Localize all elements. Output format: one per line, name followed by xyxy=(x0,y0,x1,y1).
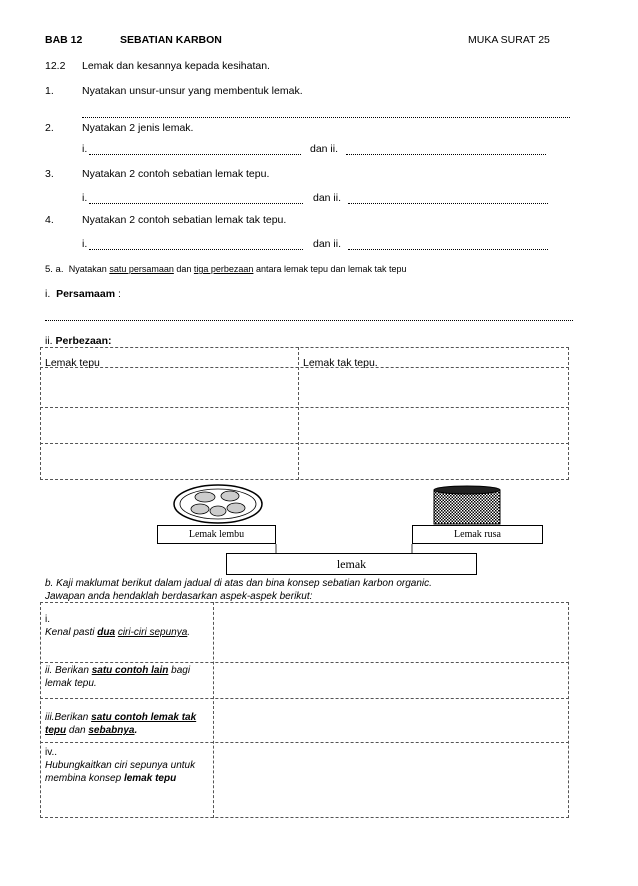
col-header-lemak-tepu: Lemak tepu xyxy=(45,357,100,369)
q1-text: Nyatakan unsur-unsur yang membentuk lemak. xyxy=(82,85,303,97)
part-b-line2: Jawapan anda hendaklah berdasarkan aspek-aspek berikut: xyxy=(45,591,313,602)
persamaan-label: Persamaam xyxy=(56,288,116,300)
concept-row-i-keyword: dua xyxy=(97,627,116,638)
q3-text: Nyatakan 2 contoh sebatian lemak tepu. xyxy=(82,168,270,180)
perbezaan-label: Perbezaan: xyxy=(55,335,112,347)
q3-number: 3. xyxy=(45,168,54,180)
q2-answer-i-label: i. xyxy=(82,143,88,155)
q2-text: Nyatakan 2 jenis lemak. xyxy=(82,122,194,134)
lemak-rusa-label: Lemak rusa xyxy=(454,529,501,540)
lemak-tepu-cell-2[interactable] xyxy=(41,408,297,442)
concept-table-row-line-1 xyxy=(40,662,569,663)
concept-row-iii-answer[interactable] xyxy=(215,700,567,741)
concept-row-iii-roman: iii. xyxy=(45,712,55,723)
perbezaan-heading xyxy=(45,335,112,347)
q4-text: Nyatakan 2 contoh sebatian lemak tak tepu. xyxy=(82,214,287,226)
persamaan-colon: : xyxy=(115,288,121,300)
section-title: Lemak dan kesannya kepada kesihatan. xyxy=(82,60,270,72)
perbezaan-prefix: ii. xyxy=(45,335,53,347)
concept-row-i-roman: i. xyxy=(45,614,50,625)
q1-number: 1. xyxy=(45,85,54,97)
concept-row-ii-keyword: satu contoh lain xyxy=(91,665,169,676)
concept-row-iii-text1: Berikan xyxy=(54,712,92,723)
concept-row-ii-label xyxy=(45,664,210,690)
q5a-persamaan-keyword: satu persamaan xyxy=(109,264,174,274)
q3-answer-ii-line[interactable] xyxy=(348,203,548,204)
col-header-lemak-tak-tepu: Lemak tak tepu. xyxy=(303,357,378,369)
q2-number: 2. xyxy=(45,122,54,134)
lemak-tak-tepu-cell-1[interactable] xyxy=(299,368,568,406)
concept-row-i-underlined: ciri-ciri sepunya xyxy=(117,627,188,638)
lemak-lembu-label: Lemak lembu xyxy=(188,529,245,540)
concept-table-row-line-3 xyxy=(40,742,569,743)
q4-answer-i-label: i. xyxy=(82,238,88,250)
persamaan-prefix: i. xyxy=(45,288,51,300)
concept-row-iii-label xyxy=(45,711,213,737)
concept-row-iii-text2: dan xyxy=(66,725,89,736)
concept-row-i-text3: . xyxy=(187,627,191,638)
concept-row-ii-roman: ii. xyxy=(45,665,53,676)
q4-number: 4. xyxy=(45,214,54,226)
concept-row-ii-text2: bagi lemak tepu. xyxy=(45,665,191,689)
lemak-concept-label: lemak xyxy=(336,556,367,571)
q4-answer-i-line[interactable] xyxy=(89,249,303,250)
lemak-tepu-cell-3[interactable] xyxy=(41,444,297,479)
q5a-perbezaan-keyword: tiga perbezaan xyxy=(193,264,254,274)
page-number: MUKA SURAT 25 xyxy=(468,34,550,46)
concept-row-iv-text1: Hubungkaitkan ciri sepunya untuk membina konsep xyxy=(45,760,196,784)
persamaan-heading xyxy=(45,288,121,300)
q4-answer-ii-label: dan ii. xyxy=(313,238,342,250)
lemak-rusa-image xyxy=(434,486,500,524)
concept-table-divider xyxy=(213,602,214,818)
concept-table-row-line-2 xyxy=(40,698,569,699)
lemak-lembu-label-box xyxy=(157,525,276,544)
q2-answer-ii-label: dan ii. xyxy=(310,143,339,155)
concept-row-i-text1: Kenal pasti xyxy=(45,627,98,638)
q2-answer-ii-line[interactable] xyxy=(346,154,546,155)
concept-row-i-answer[interactable] xyxy=(215,604,567,661)
lemak-tak-tepu-cell-3[interactable] xyxy=(299,444,568,479)
q4-answer-ii-line[interactable] xyxy=(348,249,548,250)
lemak-rusa-label-box xyxy=(412,525,543,544)
q3-answer-ii-label: dan ii. xyxy=(313,192,342,204)
concept-row-ii-answer[interactable] xyxy=(215,664,567,697)
chapter-title: SEBATIAN KARBON xyxy=(120,34,222,46)
q5a-text-c: antara lemak tepu dan lemak tak tepu xyxy=(253,264,407,274)
concept-row-iii-keyword2: sebabnya xyxy=(88,725,135,736)
concept-row-iii-text3: . xyxy=(134,725,138,736)
q1-answer-line[interactable] xyxy=(82,117,570,118)
q3-answer-i-label: i. xyxy=(82,192,88,204)
q5a-prefix: 5. a. xyxy=(45,264,64,275)
q2-answer-i-line[interactable] xyxy=(89,154,301,155)
lemak-concept-box xyxy=(226,553,477,575)
concept-row-i-label xyxy=(45,613,210,639)
section-number: 12.2 xyxy=(45,60,66,72)
lemak-lembu-image xyxy=(174,485,262,523)
concept-row-iv-roman: iv.. xyxy=(45,747,58,758)
persamaan-answer-line[interactable] xyxy=(45,320,573,321)
concept-row-iv-label xyxy=(45,746,210,785)
chapter-label: BAB 12 xyxy=(45,34,83,46)
lemak-tepu-cell-1[interactable] xyxy=(41,368,297,406)
concept-row-iii-keyword1: satu contoh lemak tak tepu xyxy=(45,712,197,736)
part-b-line1: b. Kaji maklumat berikut dalam jadual di atas dan bina konsep sebatian karbon organic. xyxy=(45,578,432,589)
q3-answer-i-line[interactable] xyxy=(89,203,303,204)
q5a-text-a: Nyatakan xyxy=(68,264,110,274)
q5a-text-b: dan xyxy=(173,264,194,274)
concept-row-ii-text1: Berikan xyxy=(55,665,92,676)
q5a-instruction xyxy=(45,264,407,275)
lemak-tak-tepu-cell-2[interactable] xyxy=(299,408,568,442)
concept-row-iv-keyword: lemak tepu xyxy=(123,773,177,784)
concept-row-iv-answer[interactable] xyxy=(215,744,567,817)
